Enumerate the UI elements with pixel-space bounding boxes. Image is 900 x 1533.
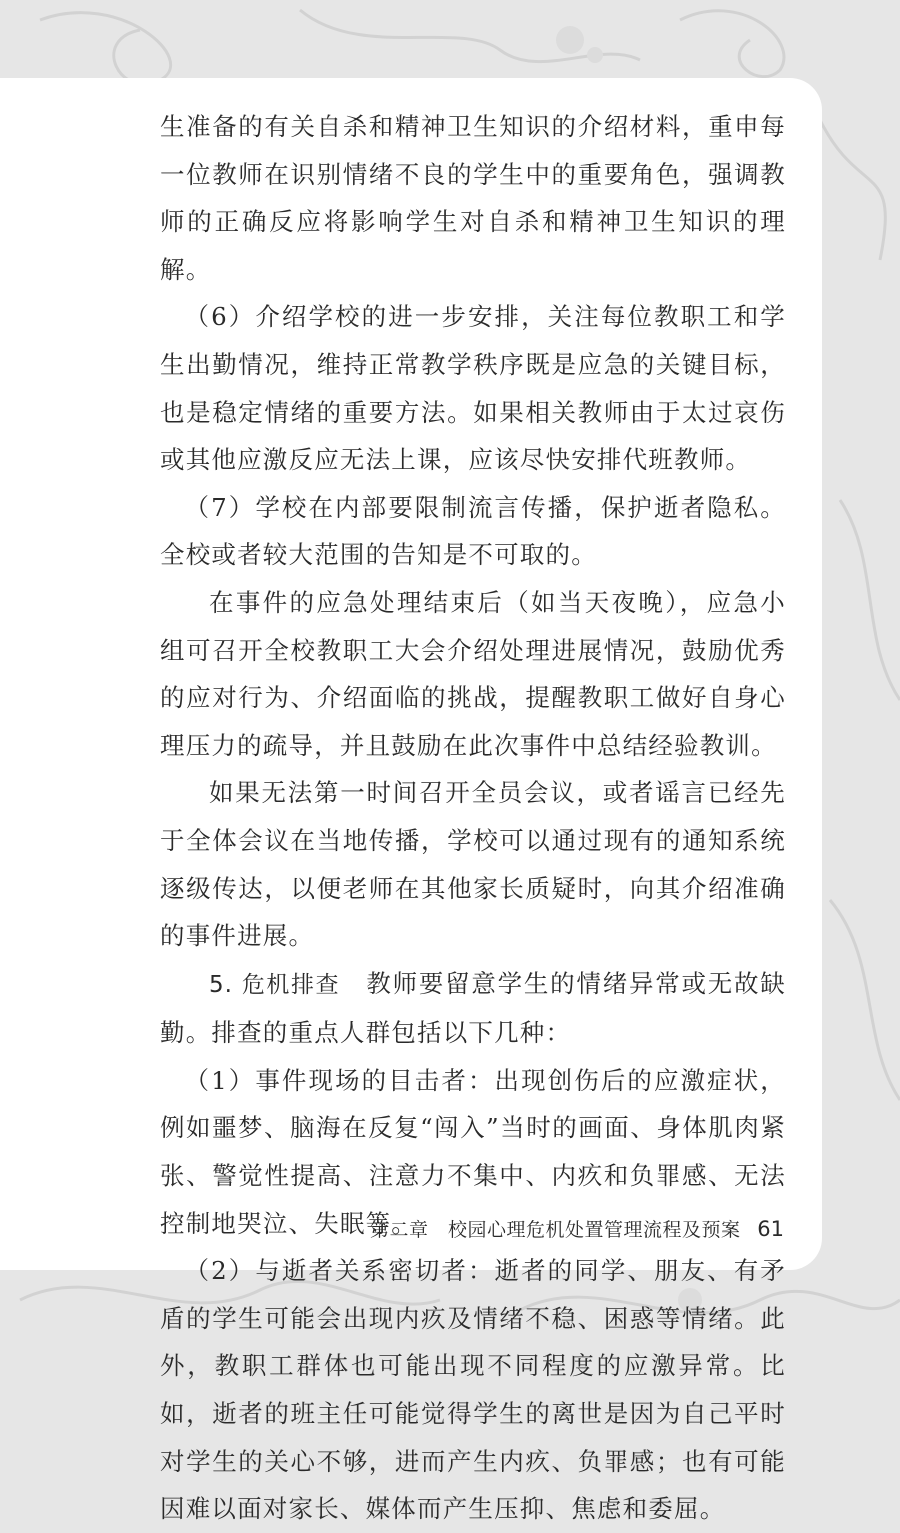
body-text <box>160 103 786 1533</box>
list-item: （2）与逝者关系密切者：逝者的同学、朋友、有矛盾的学生可能会出现内疚及情绪不稳、困惑等情绪。此外，教职工群体也可能出现不同程度的应激异常。比如，逝者的班主任可能觉得学生的离世是因为自己平时对学生的关心不够，进而产生内疚、负罪感；也有可能因难以面对家长、媒体而产生压抑、焦虑和委屈。 <box>160 1256 786 1524</box>
section-paragraph <box>160 960 786 1057</box>
paragraph: （6）介绍学校的进一步安排，关注每位教职工和学生出勤情况，维持正常教学秩序既是应急的关键目标，也是稳定情绪的重要方法。如果相关教师由于太过哀伤或其他应激反应无法上课，应该尽快安排代班教师。 <box>160 302 786 475</box>
page-number: 61 <box>757 1217 784 1241</box>
page-footer <box>370 1215 784 1242</box>
chapter-title: 第二章 校园心理危机处置管理流程及预案 <box>370 1219 741 1241</box>
section-heading: 5. 危机排查 <box>209 971 341 998</box>
list-item: （1）事件现场的目击者：出现创伤后的应激症状，例如噩梦、脑海在反复“闯入”当时的画面、身体肌肉紧张、警觉性提高、注意力不集中、内疚和负罪感、无法控制地哭泣、失眠等。 <box>160 1065 786 1238</box>
paragraph: 如果无法第一时间召开全员会议，或者谣言已经先于全体会议在当地传播，学校可以通过现有的通知系统逐级传达，以便老师在其他家长质疑时，向其介绍准确的事件进展。 <box>160 778 786 951</box>
paragraph: 在事件的应急处理结束后（如当天夜晚），应急小组可召开全校教职工大会介绍处理进展情况，鼓励优秀的应对行为、介绍面临的挑战，提醒教职工做好自身心理压力的疏导，并且鼓励在此次事件中总结经验教训。 <box>160 587 786 760</box>
paragraph: （7）学校在内部要限制流言传播，保护逝者隐私。全校或者较大范围的告知是不可取的。 <box>160 492 786 570</box>
section-intro: 教师要留意学生的情绪异常或无故缺勤。排查的重点人群包括以下几种： <box>160 968 786 1048</box>
paragraph: 生准备的有关自杀和精神卫生知识的介绍材料，重申每一位教师在识别情绪不良的学生中的重要角色，强调教师的正确反应将影响学生对自杀和精神卫生知识的理解。 <box>160 112 786 284</box>
